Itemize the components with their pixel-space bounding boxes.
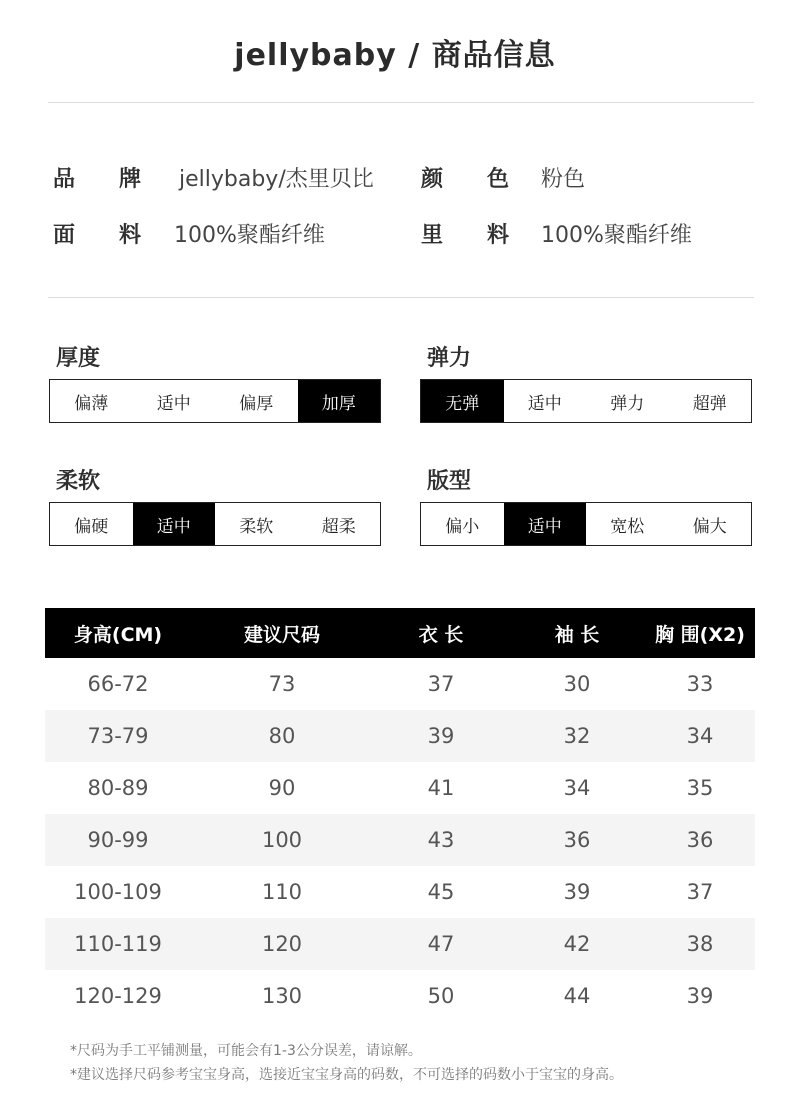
note-measurement: *尺码为手工平铺测量，可能会有1-3公分误差，请谅解。 [70, 1043, 422, 1059]
elasticity-scale [420, 379, 752, 423]
table-cell: 90 [268, 776, 296, 800]
scale-option: 柔软 [239, 516, 274, 537]
table-cell: 120-129 [74, 984, 162, 1008]
table-row [45, 762, 755, 814]
table-cell: 44 [563, 984, 591, 1008]
table-cell: 39 [373, 710, 509, 762]
scale-option: 无弹 [421, 380, 504, 422]
table-cell: 30 [563, 672, 591, 696]
scale-option: 宽松 [610, 516, 645, 537]
table-cell: 100-109 [74, 880, 162, 904]
scale-option: 超柔 [321, 516, 356, 537]
table-cell: 36 [645, 814, 755, 866]
table-cell: 110-119 [45, 918, 191, 970]
table-cell: 42 [509, 918, 645, 970]
table-cell: 100 [191, 814, 373, 866]
header-length: 衣 长 [373, 608, 509, 658]
table-cell: 47 [373, 918, 509, 970]
header-size: 建议尺码 [191, 608, 373, 658]
table-row [45, 866, 755, 918]
scale-option: 适中 [504, 503, 587, 545]
attr-heading-thickness: 厚度 [56, 346, 101, 371]
info-value-fabric: 100%聚酯纤维 [174, 223, 325, 248]
table-cell: 90-99 [45, 814, 191, 866]
table-row [45, 814, 755, 866]
table-cell: 130 [261, 984, 303, 1008]
scale-option: 超弹 [692, 393, 727, 414]
scale-option: 弹力 [610, 393, 645, 414]
table-cell: 38 [645, 918, 755, 970]
scale-option: 加厚 [298, 380, 381, 422]
thickness-scale [49, 379, 381, 423]
header-height: 身高(CM) [45, 608, 191, 658]
table-cell: 33 [686, 672, 714, 696]
scale-option: 偏硬 [74, 516, 109, 537]
table-cell: 36 [509, 814, 645, 866]
attr-heading-fit: 版型 [427, 469, 472, 494]
scale-option: 适中 [133, 503, 216, 545]
scale-option: 偏大 [692, 516, 727, 537]
table-row [45, 658, 755, 710]
info-row-2: 面 料 100%聚酯纤维 里 料 100%聚酯纤维 [0, 218, 790, 248]
table-cell: 35 [686, 776, 714, 800]
table-cell: 120 [191, 918, 373, 970]
table-cell: 73-79 [45, 710, 191, 762]
table-row [45, 970, 755, 1022]
size-table-body [45, 658, 755, 1022]
table-cell: 45 [427, 880, 455, 904]
size-table [45, 608, 755, 1022]
scale-option: 适中 [527, 393, 562, 414]
header-sleeve: 袖 长 [509, 608, 645, 658]
note-size-advice: *建议选择尺码参考宝宝身高，选接近宝宝身高的码数，不可选择的码数小于宝宝的身高。 [70, 1067, 623, 1083]
attr-heading-softness: 柔软 [56, 469, 101, 494]
size-table-header [45, 608, 755, 658]
table-cell: 110 [261, 880, 303, 904]
table-cell: 37 [427, 672, 455, 696]
info-value-lining: 100%聚酯纤维 [541, 223, 692, 248]
divider-middle [48, 297, 754, 298]
table-cell: 66-72 [87, 672, 149, 696]
table-cell: 43 [373, 814, 509, 866]
softness-scale [49, 502, 381, 546]
header-chest: 胸 围(X2) [645, 608, 755, 658]
table-cell: 37 [686, 880, 714, 904]
info-row-1: 品 牌 jellybaby/杰里贝比 颜 色 粉色 [0, 162, 790, 192]
table-cell: 50 [427, 984, 455, 1008]
divider-top [48, 102, 754, 103]
title-text: 商品信息 [431, 38, 556, 73]
attr-heading-elasticity: 弹力 [427, 346, 472, 371]
page-title [0, 30, 790, 74]
info-value-color: 粉色 [541, 167, 586, 192]
table-cell: 80-89 [87, 776, 149, 800]
table-cell: 34 [645, 710, 755, 762]
info-value-brand: jellybaby/杰里贝比 [179, 167, 374, 192]
scale-option: 偏小 [445, 516, 480, 537]
scale-option: 适中 [156, 393, 191, 414]
table-cell: 32 [509, 710, 645, 762]
scale-option: 偏厚 [239, 393, 274, 414]
table-cell: 73 [268, 672, 296, 696]
brand-name: jellybaby [234, 38, 397, 73]
title-separator: / [408, 38, 421, 73]
scale-option: 偏薄 [74, 393, 109, 414]
table-row [45, 710, 755, 762]
table-cell: 39 [686, 984, 714, 1008]
fit-scale [420, 502, 752, 546]
table-cell: 41 [427, 776, 455, 800]
table-cell: 80 [191, 710, 373, 762]
table-cell: 39 [563, 880, 591, 904]
table-cell: 34 [563, 776, 591, 800]
table-row [45, 918, 755, 970]
